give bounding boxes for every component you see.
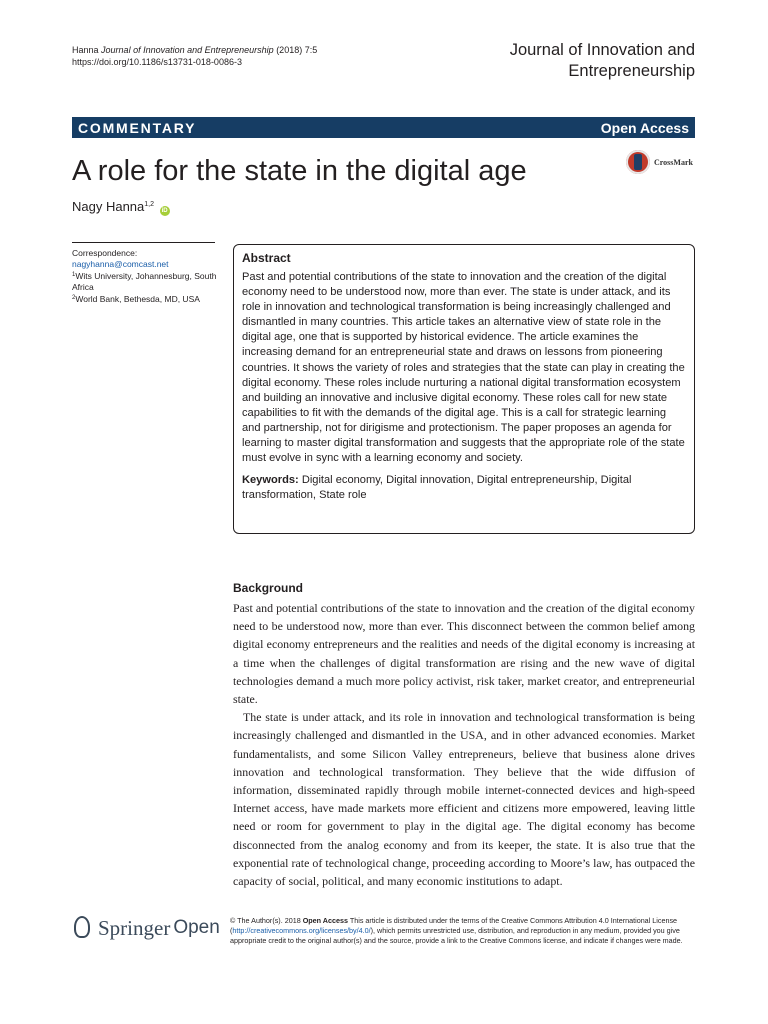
body-text (233, 599, 695, 890)
springer-open-logo (72, 914, 220, 942)
body-paragraph-2: The state is under attack, and its role in innovation and technological transformation is being increasingly challenged and dismantled in the USA, and in other advanced economies. Market fundamentalists, and some Silicon Valley entrepreneurs, believe that business alone drives innovation and technological transformation. They believe that the wide diffusion of information, disseminated rapidly through mobile internet-connected devices and high-speed Internet access, have made markets more efficient and citizens more empowered, leaving little need or room for government to play in the digital age. The digital economy has become disconnected from the analog economy and from its keeper, the state. It is also true that the exponential rate of technological change, proceeding according to Moore’s law, has outpaced the capacity of social, political, and many economic institutions to adapt. (233, 710, 695, 889)
correspondence-label: Correspondence: (72, 248, 138, 258)
journal-name-line2: Entrepreneurship (568, 62, 695, 80)
open-access-label: Open Access (600, 119, 689, 136)
author-line (72, 199, 170, 216)
citation-year-volume: (2018) 7:5 (276, 45, 318, 55)
affiliation-1-text: Wits University, Johannesburg, South Africa (72, 271, 217, 292)
citation-author: Hanna (72, 45, 99, 55)
keywords-label: Keywords: (242, 474, 299, 487)
keywords-list: Digital economy, Digital innovation, Digital entrepreneurship, Digital transformation, State role (242, 474, 632, 502)
crossmark-icon (626, 150, 650, 174)
author-affiliation-marks: 1,2 (144, 201, 155, 208)
springer-horse-icon (72, 914, 94, 942)
affiliation-divider (72, 242, 215, 243)
license-text-part1: This article is distributed under the terms of the Creative Commons Attribution 4.0 International License ( (230, 916, 678, 935)
doi-link[interactable]: https://doi.org/10.1186/s13731-018-0086-3 (72, 57, 242, 67)
affiliation-1-number: 1 (72, 272, 76, 278)
abstract-text: Past and potential contributions of the state to innovation and the creation of the digital economy need to be understood now, more than ever. The state is under attack, and its role in innovation and technological transformation is being increasingly challenged and dismantled in many countries. This article takes an alternative view of state role in the digital age, one that is supported by historical evidence. The article examines the increasing demand for an entrepreneurial state and draws on lessons from pioneering countries. It shows the variety of roles and strategies that the state can play in creating the digital economy. These roles include nurturing a national digital transformation ecosystem and building an innovative and inclusive digital economy. These roles call for new state capabilities to fit with the demands of the digital age. This is a call for strategic learning and partnership, not for dirigisme and protectionism. The paper proposes an agenda for learning to master digital transformation and suggests that the appropriate role of the state must evolve in sync with a learning economy and society. (242, 271, 685, 465)
orcid-icon[interactable]: iD (161, 208, 168, 214)
journal-name (510, 40, 695, 82)
citation-line (72, 44, 317, 68)
crossmark-label: CrossMark (654, 157, 693, 167)
license-text (230, 916, 698, 946)
article-type-bar (72, 117, 695, 138)
correspondence-email[interactable]: nagyhanna@comcast.net (72, 259, 169, 269)
license-copyright: © The Author(s). 2018 (230, 916, 301, 925)
keywords-line (242, 473, 686, 503)
author-name[interactable]: Nagy Hanna (72, 199, 145, 214)
affiliation-1 (72, 270, 222, 293)
article-title: A role for the state in the digital age (72, 155, 527, 187)
springer-logo-open: Open (173, 917, 220, 938)
article-type-label: COMMENTARY (78, 119, 197, 136)
affiliation-2-number: 2 (72, 295, 76, 301)
section-heading-background: Background (233, 581, 304, 595)
journal-name-line1: Journal of Innovation and (509, 41, 695, 59)
license-link[interactable]: http://creativecommons.org/licenses/by/4.0/ (232, 926, 371, 935)
affiliation-2-text: World Bank, Bethesda, MD, USA (75, 294, 200, 304)
body-paragraph-1: Past and potential contributions of the state to innovation and the creation of the digital economy need to be understood now, more than ever. This disconnect between the common belief among digital economy entrepreneurs and the realities and needs of the digital economy is increasing at a time when the challenges of digital transformation are rising and the new wave of digital technologies demand a much more policy activist, risk taker, market creator, and entrepreneurial state. (233, 601, 695, 707)
abstract-heading: Abstract (242, 251, 291, 265)
crossmark-badge[interactable] (626, 148, 698, 176)
citation-journal: Journal of Innovation and Entrepreneurship (101, 45, 274, 55)
license-open-access: Open Access (302, 916, 348, 925)
license-text-part2: ), which permits unrestricted use, distribution, and reproduction in any medium, provided you give appropriate credit to the original author(s) and the source, provide a link to the Creative Commons license, and indicate if changes were made. (230, 926, 683, 945)
affiliations-block (72, 248, 222, 305)
abstract-box (233, 244, 695, 534)
springer-logo-name: Springer (98, 915, 171, 940)
affiliation-2 (72, 293, 222, 305)
